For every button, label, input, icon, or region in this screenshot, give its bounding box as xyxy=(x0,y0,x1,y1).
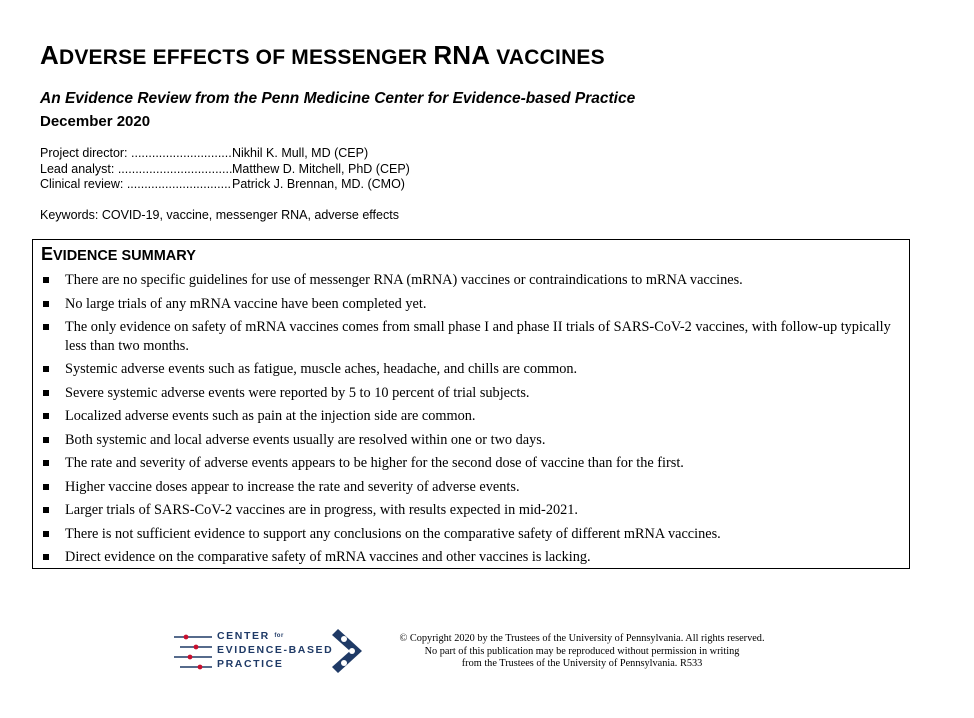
evidence-summary-heading xyxy=(41,244,196,265)
staff-name: Nikhil K. Mull, MD (CEP) xyxy=(232,146,369,160)
heading-initial: E xyxy=(41,244,54,264)
list-item: Higher vaccine doses appear to increase the rate and severity of adverse events. xyxy=(41,478,899,497)
evidence-summary-box xyxy=(32,239,910,569)
document-title xyxy=(40,40,605,71)
evidence-bullet-list xyxy=(41,271,899,572)
list-item: The only evidence on safety of mRNA vaccines comes from small phase I and phase II trials of SARS-CoV-2 vaccines, with follow-up typically less than two months. xyxy=(41,318,899,355)
staff-role: Project director: ..... xyxy=(40,146,232,162)
list-item: Localized adverse events such as pain at the injection side are common. xyxy=(41,407,899,426)
staff-name: Patrick J. Brennan, MD. (CMO) xyxy=(232,177,405,191)
title-initial: A xyxy=(40,40,59,70)
logo-line-1: CENTER xyxy=(217,630,270,642)
title-part: DVERSE EFFECTS OF MESSENGER xyxy=(58,46,434,69)
staff-row xyxy=(40,177,410,193)
logo-wordmark xyxy=(217,629,333,671)
staff-row xyxy=(40,146,410,162)
document-subtitle: An Evidence Review from the Penn Medicine Center for Evidence-based Practice xyxy=(40,90,636,107)
list-item: Direct evidence on the comparative safety of mRNA vaccines and other vaccines is lacking. xyxy=(41,548,899,567)
keywords: Keywords: COVID-19, vaccine, messenger RNA, adverse effects xyxy=(40,208,399,222)
logo-line-3: PRACTICE xyxy=(217,658,284,670)
list-item: Systemic adverse events such as fatigue, muscle aches, headache, and chills are common. xyxy=(41,360,899,379)
list-item: Larger trials of SARS-CoV-2 vaccines are in progress, with results expected in mid-2021. xyxy=(41,501,899,520)
copyright-notice xyxy=(382,633,782,671)
staff-role: Clinical review: ..... xyxy=(40,177,232,193)
list-item: No large trials of any mRNA vaccine have been completed yet. xyxy=(41,295,899,314)
logo-line-2: EVIDENCE-BASED xyxy=(217,644,334,656)
heading-rest: VIDENCE SUMMARY xyxy=(53,248,196,264)
copyright-line: No part of this publication may be reproduced without permission in writing xyxy=(424,645,740,657)
cep-lines-icon xyxy=(172,627,216,677)
staff-name: Matthew D. Mitchell, PhD (CEP) xyxy=(232,161,410,176)
list-item: Both systemic and local adverse events usually are resolved within one or two days. xyxy=(41,431,899,450)
title-part: VACCINES xyxy=(490,46,605,69)
staff-role: Lead analyst: ..... xyxy=(40,162,232,178)
document-date: December 2020 xyxy=(40,113,151,130)
cep-logo xyxy=(172,625,372,679)
copyright-line: from the Trustees of the University of Pennsylvania. R533 xyxy=(461,658,703,669)
copyright-line: © Copyright 2020 by the Trustees of the University of Pennsylvania. All rights reserved. xyxy=(399,633,765,644)
list-item: There is not sufficient evidence to support any conclusions on the comparative safety of different mRNA vaccines. xyxy=(41,525,899,544)
list-item: Severe systemic adverse events were reported by 5 to 10 percent of trial subjects. xyxy=(41,384,899,403)
title-acronym: RNA xyxy=(433,40,491,70)
staff-list xyxy=(40,146,410,193)
logo-line-1-small: for xyxy=(274,633,284,639)
penn-shield-icon xyxy=(330,625,366,675)
staff-row xyxy=(40,162,410,178)
list-item: There are no specific guidelines for use of messenger RNA (mRNA) vaccines or contraindications to mRNA vaccines. xyxy=(41,271,899,290)
list-item: The rate and severity of adverse events appears to be higher for the second dose of vaccine than for the first. xyxy=(41,454,899,473)
